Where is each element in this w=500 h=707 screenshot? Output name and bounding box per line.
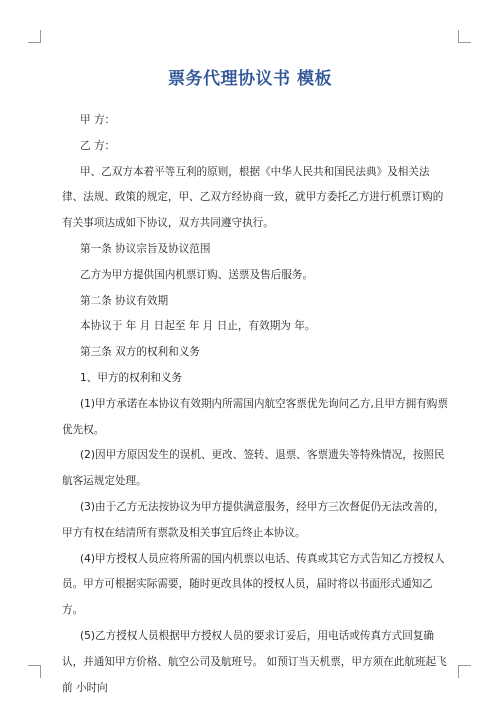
- party-b-line: 乙 方：: [80, 139, 116, 152]
- preamble-paragraph: 甲、乙双方本着平等互利的原则，根据《中华人民共和国民法典》及相关法律、法规、政策的规定，甲、乙双方经协商一致，就甲方委托乙方进行机票订购的有关事项达成如下协议，双方共同遵守执行。: [62, 165, 444, 230]
- article-1-body: 乙方为甲方提供国内机票订购、送票及售后服务。: [80, 268, 314, 281]
- clause-3: (3)由于乙方无法按协议为甲方提供满意服务，经甲方三次督促仍无法改善的，甲方有权在结清所有票款及相关事宜后终止本协议。: [62, 500, 445, 539]
- clause-4: (4)甲方授权人员应将所需的国内机票以电话、传真或其它方式告知乙方授权人员。甲方可根据实际需要，随时更改具体的授权人员，届时将以书面形式通知乙方。: [62, 552, 445, 617]
- crop-mark-bottom-left: [28, 665, 41, 678]
- article-3-heading: 第三条 双方的权利和义务: [80, 346, 200, 359]
- crop-mark-top-right: [458, 30, 471, 43]
- document-title: 票务代理协议书 模板: [168, 69, 332, 89]
- article-2-body: 本协议于 年 月 日起至 年 月 日止，有效期为 年。: [80, 320, 316, 333]
- clause-2: (2)因甲方原因发生的误机、更改、签转、退票、客票遗失等特殊情况，按照民航客运规定处理。: [62, 449, 445, 488]
- article-2-heading: 第二条 协议有效期: [80, 294, 169, 307]
- clause-5: (5)乙方授权人员根据甲方授权人员的要求订妥后，用电话或传真方式回复确认，并通知甲方价格、航空公司及航班号。 如预订当天机票，甲方须在此航班起飞前 小时向: [62, 629, 447, 694]
- article-1-heading: 第一条 协议宗旨及协议范围: [80, 242, 211, 255]
- crop-mark-top-left: [28, 30, 41, 43]
- party-a-line: 甲 方：: [80, 114, 116, 126]
- clause-1: (1)甲方承诺在本协议有效期内所需国内航空客票优先询问乙方,且甲方拥有购票优先权。: [62, 397, 448, 436]
- document-body: [62, 108, 448, 701]
- section-party-a-heading: 1、甲方的权利和义务: [80, 371, 183, 384]
- crop-mark-bottom-right: [458, 665, 471, 678]
